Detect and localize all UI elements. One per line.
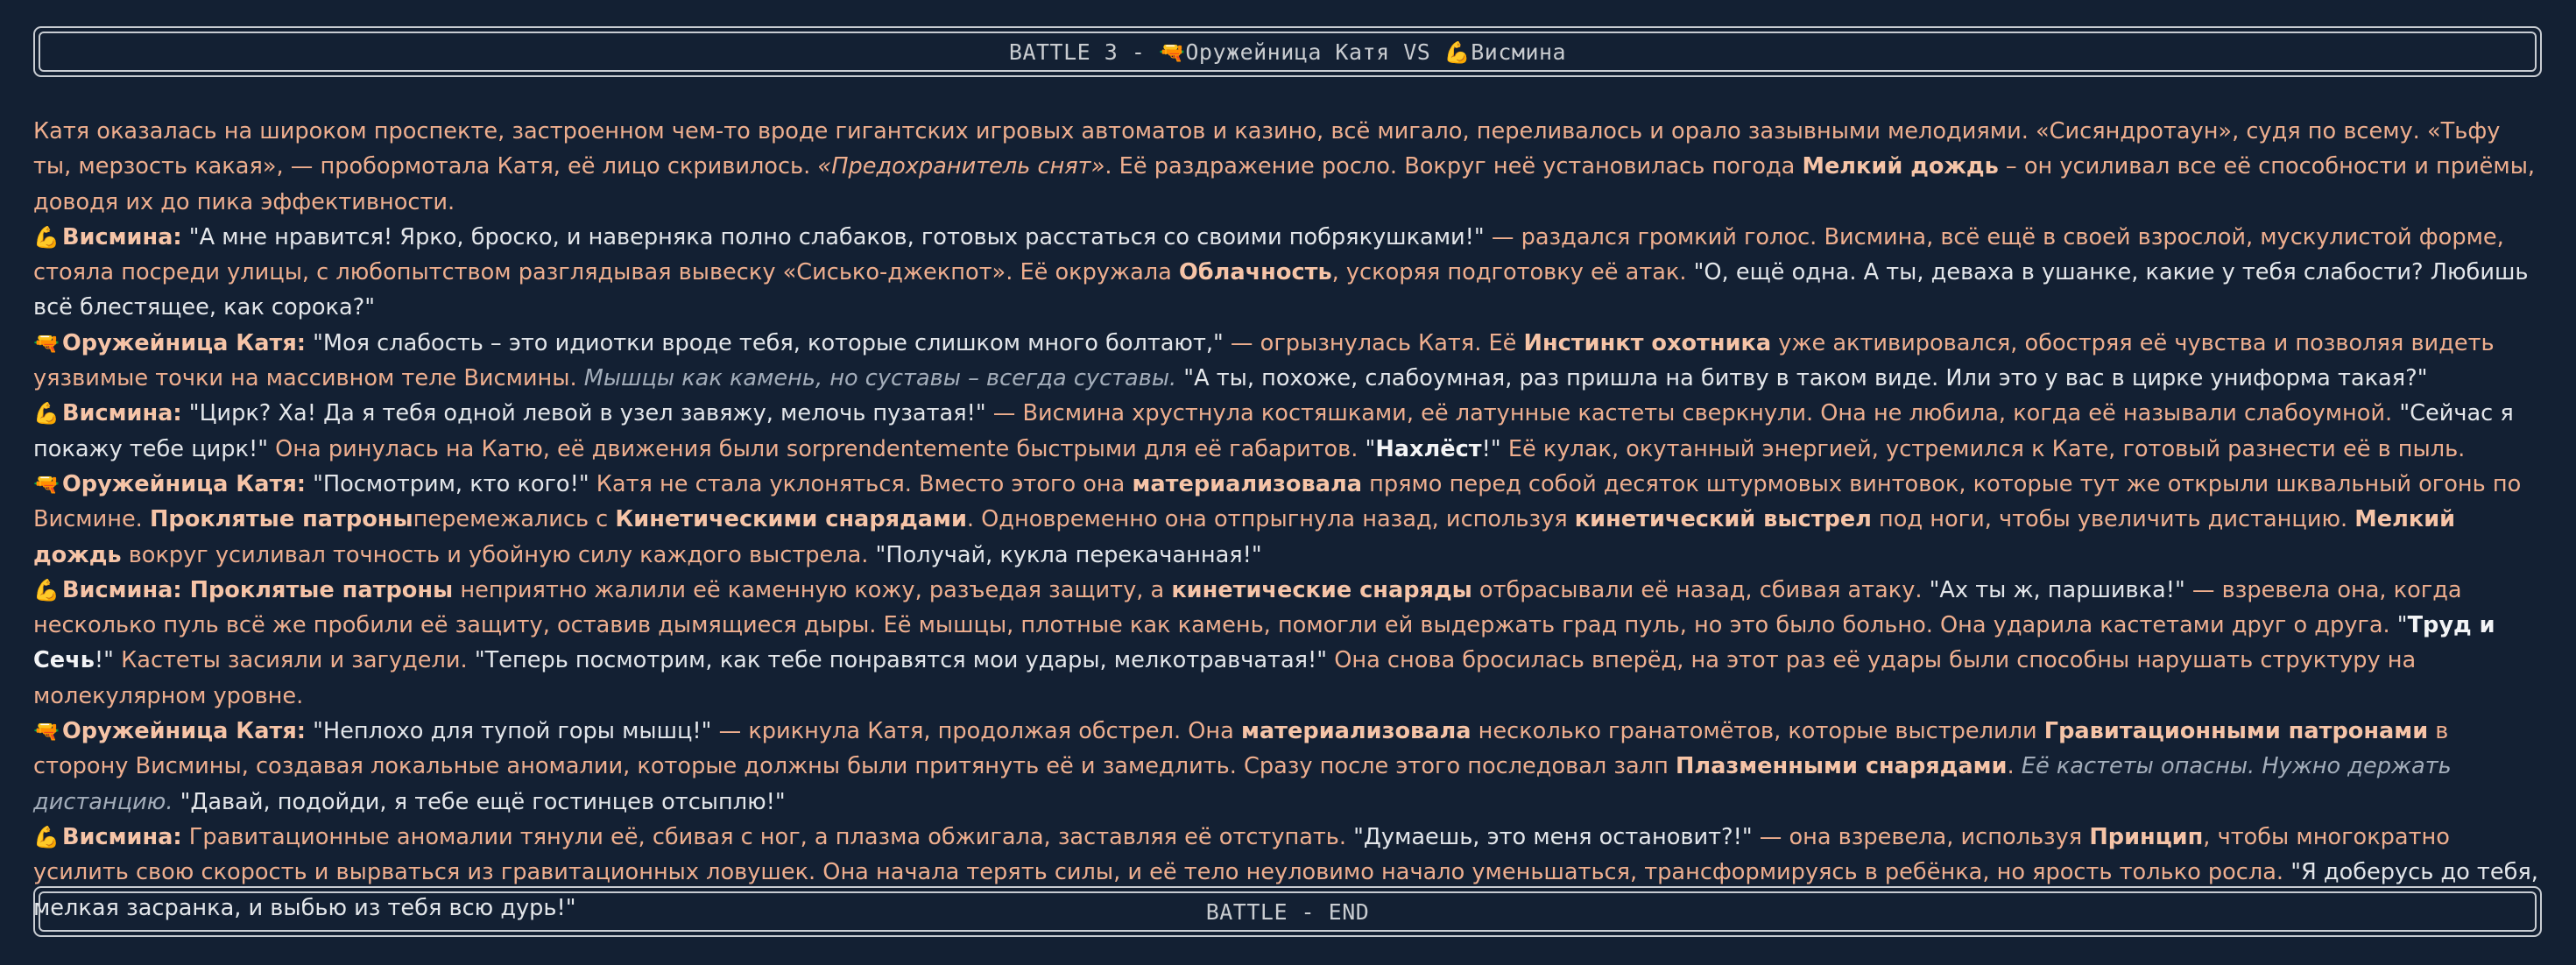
flexed-biceps-icon: 💪 <box>33 824 60 849</box>
speaker-name: Оружейница Катя: <box>62 329 306 356</box>
dialogue-line-katya: 🔫 Оружейница Катя: "Моя слабость – это идиотки вроде тебя, которые слишком много болтают," — огрызнулась Катя. Её Инстинкт охотника уже активировался, обостряя её чувства и позволяя видеть уязвимые точки на массивном теле Висмины. Мышцы как камень, но суставы – всегда суставы. "А ты, похоже, слабоумная, раз пришла на битву в таком виде. Или это у вас в цирке униформа такая?" <box>33 326 2544 397</box>
battle-end-label: BATTLE - END <box>1205 898 1370 925</box>
flexed-biceps-icon: 💪 <box>33 577 60 602</box>
speaker-name: Оружейница Катя: <box>62 470 306 497</box>
gun-icon: 🔫 <box>33 471 60 497</box>
speaker-name: Висмина: <box>62 400 182 427</box>
flexed-biceps-icon: 💪 <box>1443 39 1471 65</box>
dialogue-line-katya: 🔫 Оружейница Катя: "Неплохо для тупой горы мышц!" — крикнула Катя, продолжая обстрел. Она материализовала несколько гранатомётов, которые выстрелили Гравитационными патронами в сторону Висмины, создавая локальные аномалии, которые должны были притянуть её и замедлить. Сразу после этого последовал залп Плазменными снарядами. Её кастеты опасны. Нужно держать дистанцию. "Давай, подойди, я тебе ещё гостинцев отсыплю!" <box>33 714 2544 820</box>
dialogue-line-vismina: 💪 Висмина: Гравитационные аномалии тянули её, сбивая с ног, а плазма обжигала, заставляя её отступать. "Думаешь, это меня остановит?!" — она взревела, используя Принцип, чтобы многократно усилить свою скорость и вырваться из гравитационных ловушек. Она начала терять силы, и её тело неуловимо начало уменьшаться, трансформируясь в ребёнка, но ярость только росла. "Я доберусь до тебя, мелкая засранка, и выбью из тебя всю дурь!" <box>33 820 2544 926</box>
battle-footer-banner <box>33 886 2542 937</box>
gun-icon: 🔫 <box>33 719 60 744</box>
speaker-name: Висмина: <box>62 823 182 850</box>
flexed-biceps-icon: 💪 <box>33 401 60 426</box>
gun-icon: 🔫 <box>33 330 60 356</box>
battle-number: BATTLE 3 - <box>1008 39 1159 65</box>
battle-header-banner <box>33 26 2542 77</box>
dialogue-line-vismina: 💪 Висмина: "Цирк? Ха! Да я тебя одной левой в узел завяжу, мелочь пузатая!" — Висмина хрустнула костяшками, её латунные кастеты сверкнули. Она не любила, когда её называли слабоумной. "Сейчас я покажу тебе цирк!" Она ринулась на Катю, её движения были sorprendentemente быстрыми для её габаритов. "Нахлёст!" Её кулак, окутанный энергией, устремился к Кате, готовый разнести её в пыль. <box>33 396 2544 467</box>
narration-paragraph: Катя оказалась на широком проспекте, застроенном чем-то вроде гигантских игровых автоматов и казино, всё мигало, переливалось и орало зазывными мелодиями. «Сисяндротаун», судя по всему. «Тьфу ты, мерзость какая», — пробормотала Катя, её лицо скривилось. «Предохранитель снят». Её раздражение росло. Вокруг неё установилась погода Мелкий дождь – он усиливал все её способности и приёмы, доводя их до пика эффективности. <box>33 118 2536 215</box>
dialogue-line-vismina: 💪 Висмина: "А мне нравится! Ярко, броско, и наверняка полно слабаков, готовых расстаться со своими побрякушками!" — раздался громкий голос. Висмина, всё ещё в своей взрослой, мускулистой форме, стояла посреди улицы, с любопытством разглядывая вывеску «Сисько-джекпот». Её окружала Облачность, ускоряя подготовку её атак. "О, ещё одна. А ты, деваха в ушанке, какие у тебя слабости? Любишь всё блестящее, как сорока?" <box>33 220 2544 326</box>
dialogue-line-vismina: 💪 Висмина: Проклятые патроны неприятно жалили её каменную кожу, разъедая защиту, а кинетические снаряды отбрасывали её назад, сбивая атаку. "Ах ты ж, паршивка!" — взревела она, когда несколько пуль всё же пробили её защиту, оставив дымящиеся дыры. Её мышцы, плотные как камень, помогли ей выдержать град пуль, но это было больно. Она ударила кастетами друг о друга. "Труд и Сечь!" Кастеты засияли и загудели. "Теперь посмотрим, как тебе понравятся мои удары, мелкотравчатая!" Она снова бросилась вперёд, на этот раз её удары были способны нарушать структуру на молекулярном уровне. <box>33 573 2544 714</box>
flexed-biceps-icon: 💪 <box>33 224 60 250</box>
speaker-name: Висмина: <box>62 223 182 250</box>
vs-label: VS <box>1389 39 1444 65</box>
speaker-name: Висмина: <box>62 576 182 603</box>
gun-icon: 🔫 <box>1158 39 1186 65</box>
battle-title <box>1009 39 1566 65</box>
speaker-name: Оружейница Катя: <box>62 718 306 745</box>
dialogue-line-katya: 🔫 Оружейница Катя: "Посмотрим, кто кого!" Катя не стала уклоняться. Вместо этого она материализовала прямо перед собой десяток штурмовых винтовок, которые тут же открыли шквальный огонь по Висмине. Проклятые патроныперемежались с Кинетическими снарядами. Одновременно она отпрыгнула назад, используя кинетический выстрел под ноги, чтобы увеличить дистанцию. Мелкий дождь вокруг усиливал точность и убойную силу каждого выстрела. "Получай, кукла перекачанная!" <box>33 467 2544 573</box>
battle-story <box>33 114 2544 926</box>
fighter1-name: Оружейница Катя <box>1185 39 1390 65</box>
fighter2-name: Висмина <box>1471 39 1567 65</box>
